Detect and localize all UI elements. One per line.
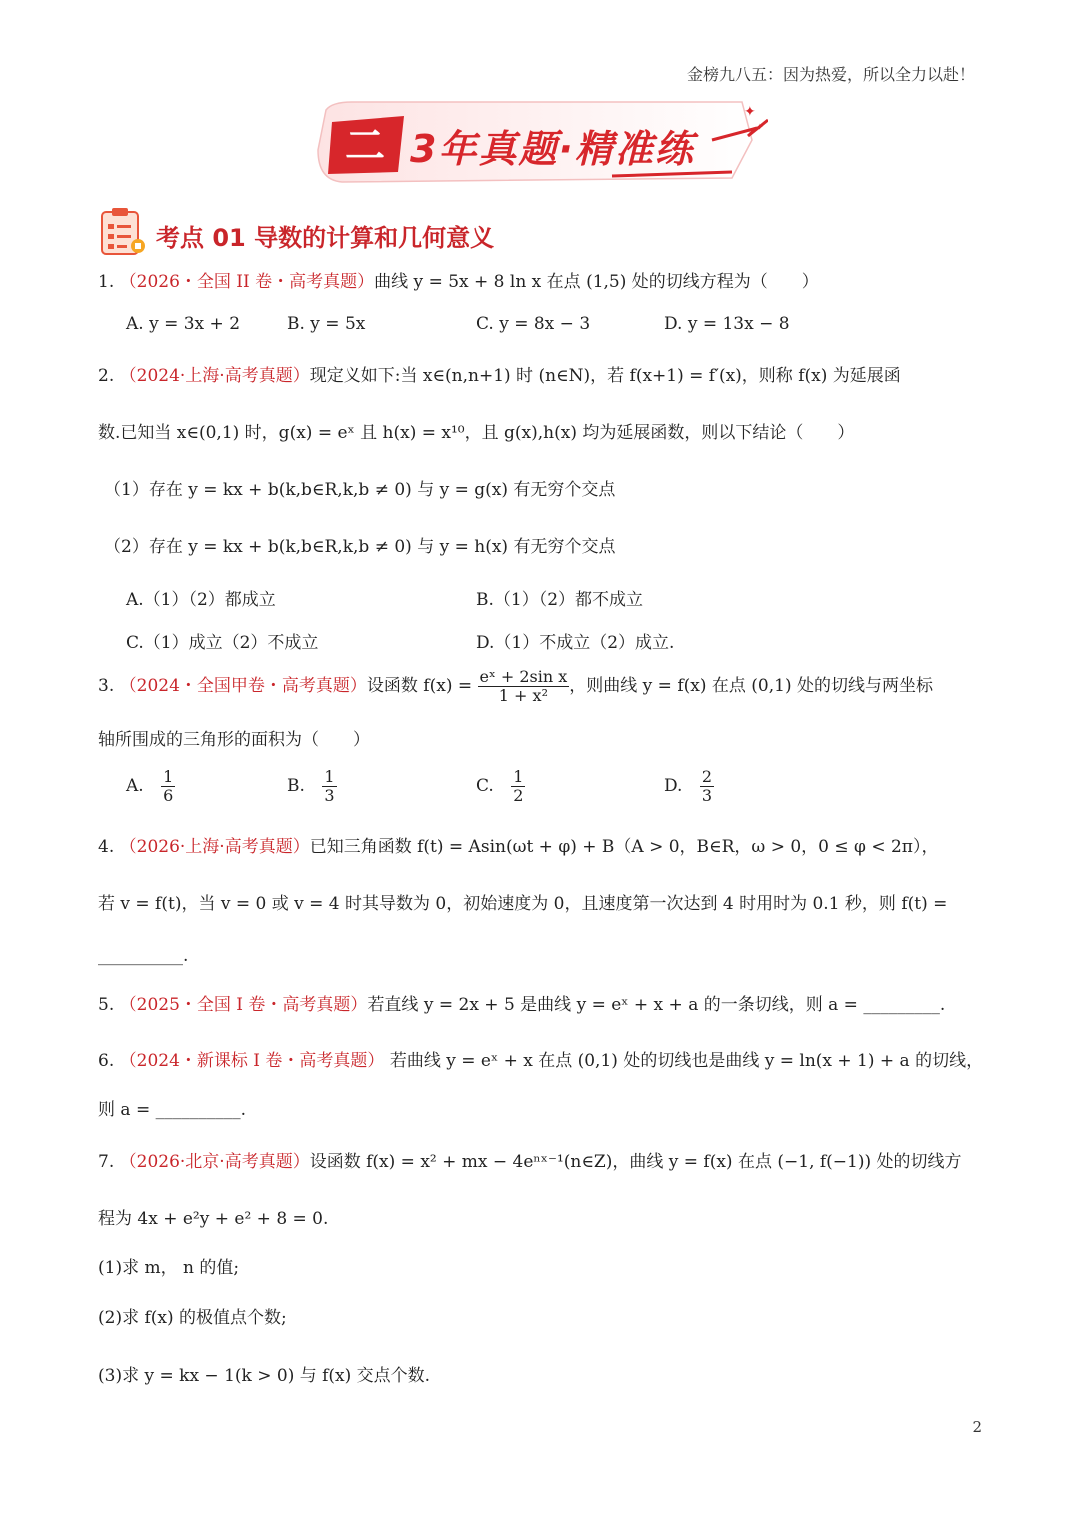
clipboard-icon	[98, 206, 146, 256]
question-3	[98, 668, 933, 705]
fraction-denominator: 6	[163, 786, 174, 805]
question-text: 已知三角函数 f(t) = Asin(ωt + φ) + B（A > 0，B∈R，ω > 0，0 ≤ φ < 2π），	[309, 837, 939, 857]
question-source: （2026·上海·高考真题）	[119, 837, 310, 857]
option-b: B. y = 5x	[287, 314, 366, 334]
option-a: A. y = 3x + 2	[126, 314, 241, 334]
fraction-numerator: 1	[324, 767, 335, 786]
banner-title: 3年真题·精准练	[410, 127, 695, 171]
question-2	[98, 364, 901, 388]
statement-2: （2）存在 y = kx + b(k,b∈R,k,b ≠ 0) 与 y = h(x) 有无穷个交点	[104, 537, 616, 557]
fraction-denominator: 2	[513, 786, 524, 805]
question-6-continued: 则 a = __________.	[98, 1100, 246, 1120]
fraction-denominator: 1 + x²	[498, 686, 548, 705]
option-a: A.（1）（2）都成立	[126, 590, 276, 610]
fraction-numerator: 1	[163, 767, 174, 786]
header-motto: 金榜九八五：因为热爱，所以全力以赴！	[686, 65, 975, 84]
svg-text:✦: ✦	[744, 104, 756, 120]
question-number: 4.	[98, 837, 115, 857]
sub-question-3: (3)求 y = kx − 1(k > 0) 与 f(x) 交点个数.	[98, 1366, 431, 1386]
question-number: 7.	[98, 1152, 115, 1172]
option-label: A.	[126, 776, 144, 796]
question-source: （2026・全国 II 卷・高考真题）	[119, 272, 375, 292]
option-fraction	[322, 768, 336, 805]
question-text-post: ，则曲线 y = f(x) 在点 (0,1) 处的切线与两坐标	[569, 676, 933, 696]
fraction	[478, 668, 570, 705]
question-number: 1.	[98, 272, 115, 292]
question-4	[98, 835, 938, 859]
option-c	[476, 768, 525, 805]
question-4-blank: __________.	[98, 946, 189, 966]
question-text: 曲线 y = 5x + 8 ln x 在点 (1,5) 处的切线方程为（ ）	[374, 272, 819, 292]
question-2-continued: 数.已知当 x∈(0,1) 时，g(x) = eˣ 且 h(x) = x¹⁰，且 g(x),h(x) 均为延展函数，则以下结论（ ）	[98, 423, 855, 443]
sub-question-2: (2)求 f(x) 的极值点个数;	[98, 1308, 287, 1328]
question-text: 若曲线 y = eˣ + x 在点 (0,1) 处的切线也是曲线 y = ln(x + 1) + a 的切线，	[384, 1051, 984, 1071]
question-text: 现定义如下:当 x∈(n,n+1) 时 (n∈N)，若 f(x+1) = f′(x)，则称 f(x) 为延展函	[309, 366, 901, 386]
fraction-numerator: eˣ + 2sin x	[479, 667, 568, 686]
question-text: 设函数 f(x) =	[366, 676, 473, 696]
option-fraction	[700, 768, 714, 805]
fraction-denominator: 3	[324, 786, 335, 805]
question-text: 若直线 y = 2x + 5 是曲线 y = eˣ + x + a 的一条切线，则 a = _________.	[367, 995, 946, 1015]
banner-number: 二	[345, 123, 385, 169]
option-label: C.	[476, 776, 494, 796]
statement-1: （1）存在 y = kx + b(k,b∈R,k,b ≠ 0) 与 y = g(x) 有无穷个交点	[104, 480, 616, 500]
svg-text:✦: ✦	[756, 123, 764, 133]
option-d: D. y = 13x − 8	[664, 314, 790, 334]
option-b	[287, 768, 337, 805]
option-a	[126, 768, 175, 805]
fraction-numerator: 1	[513, 767, 524, 786]
question-source: （2024·上海·高考真题）	[119, 366, 310, 386]
question-number: 6.	[98, 1051, 115, 1071]
question-source: （2026·北京·高考真题）	[119, 1152, 310, 1172]
question-number: 3.	[98, 676, 115, 696]
option-label: D.	[664, 776, 683, 796]
option-b: B.（1）（2）都不成立	[476, 590, 644, 610]
option-d: D.（1）不成立（2）成立.	[476, 633, 675, 653]
section-title: 考点 01 导数的计算和几何意义	[156, 224, 495, 252]
option-c: C. y = 8x − 3	[476, 314, 591, 334]
fraction-numerator: 2	[701, 767, 713, 786]
page-number: 2	[972, 1418, 982, 1436]
sub-question-1: (1)求 m， n 的值;	[98, 1258, 240, 1278]
option-fraction	[511, 768, 525, 805]
question-7-continued: 程为 4x + e²y + e² + 8 = 0.	[98, 1209, 329, 1229]
question-source: （2024・全国甲卷・高考真题）	[119, 676, 367, 696]
option-label: B.	[287, 776, 305, 796]
option-c: C.（1）成立（2）不成立	[126, 633, 319, 653]
question-7	[98, 1150, 962, 1174]
question-text: 设函数 f(x) = x² + mx − 4eⁿˣ⁻¹(n∈Z)，曲线 y = f(x) 在点 (−1, f(−1)) 处的切线方	[309, 1152, 962, 1172]
fraction-denominator: 3	[701, 786, 713, 805]
question-source: （2024・新课标 I 卷・高考真题）	[119, 1051, 385, 1071]
question-4-continued: 若 v = f(t)，当 v = 0 或 v = 4 时其导数为 0，初始速度为 0，且速度第一次达到 4 时用时为 0.1 秒，则 f(t) =	[98, 894, 948, 914]
question-1	[98, 270, 819, 294]
question-3-continued: 轴所围成的三角形的面积为（ ）	[98, 730, 370, 750]
question-number: 2.	[98, 366, 115, 386]
question-source: （2025・全国 I 卷・高考真题）	[119, 995, 368, 1015]
option-fraction	[161, 768, 175, 805]
option-d	[664, 768, 714, 805]
question-5	[98, 993, 945, 1017]
question-6	[98, 1049, 983, 1073]
section-banner	[312, 100, 768, 188]
question-number: 5.	[98, 995, 115, 1015]
